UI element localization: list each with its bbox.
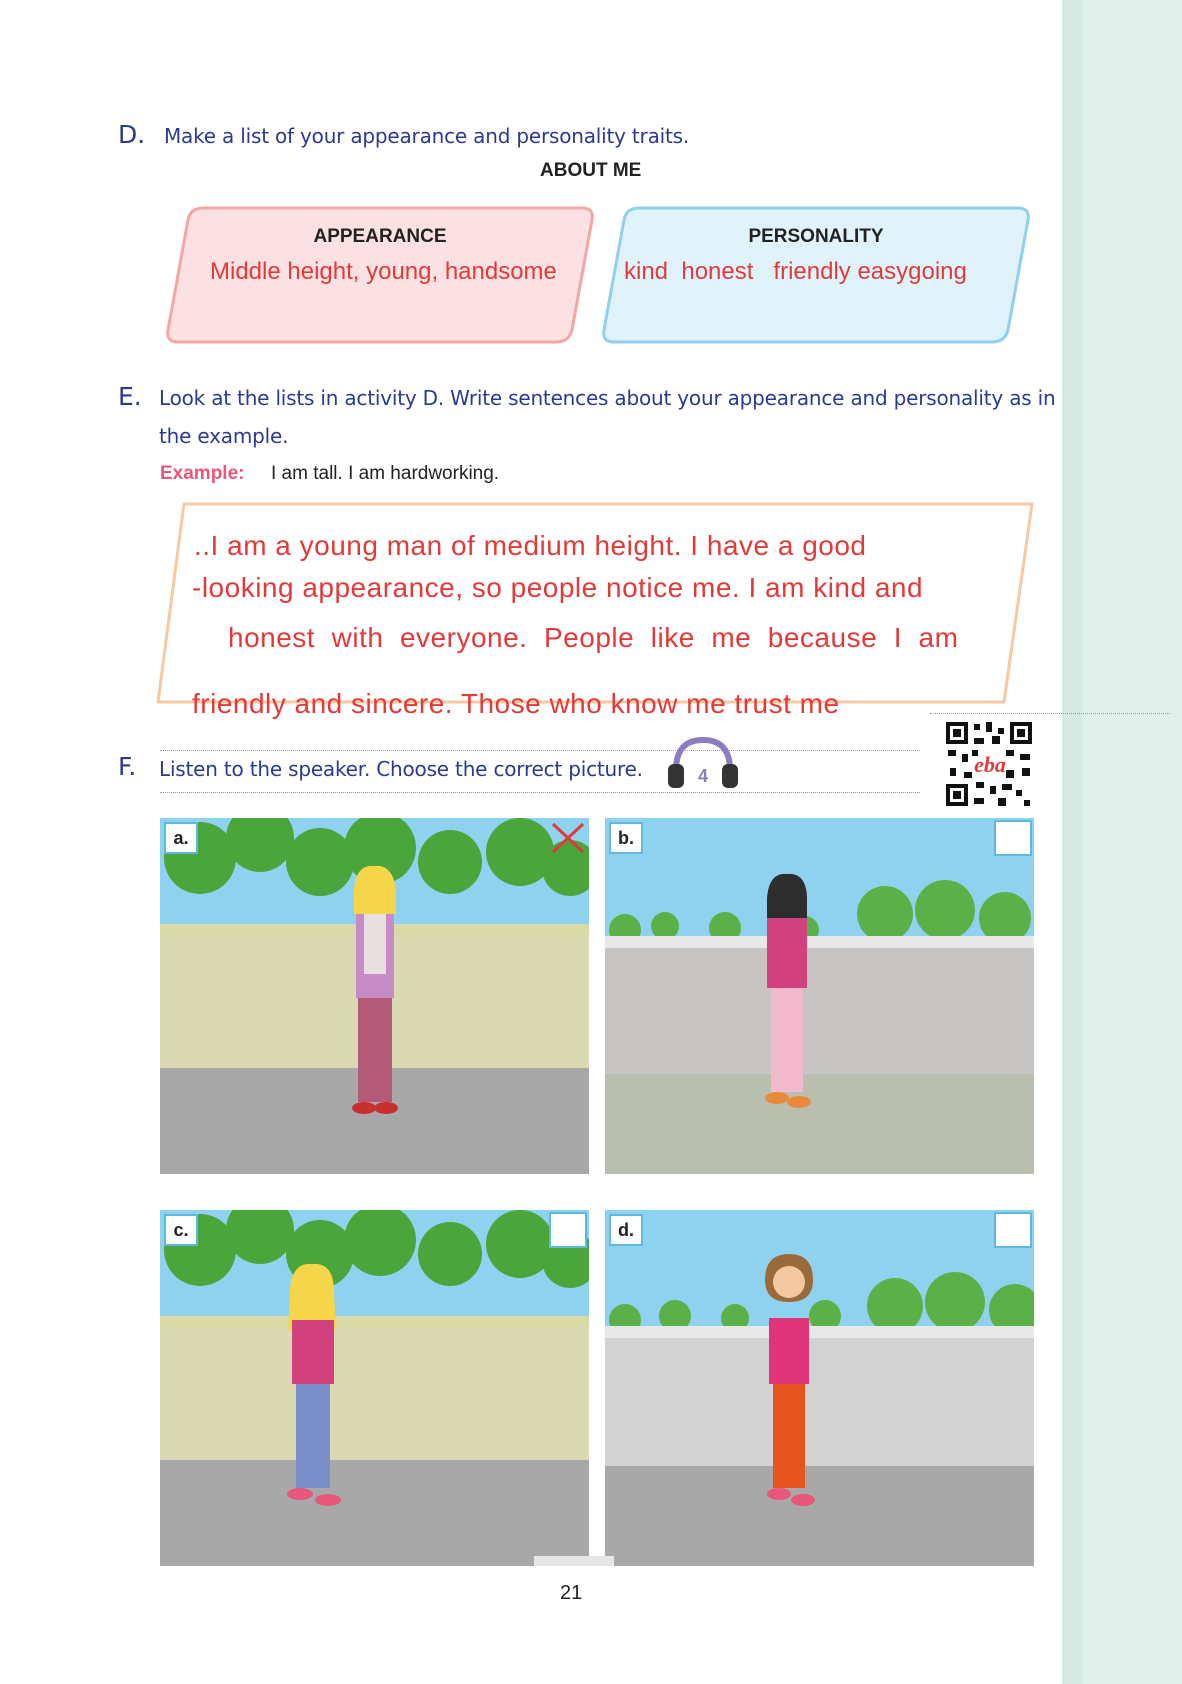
qr-code-icon[interactable]: [944, 720, 1034, 808]
picture-c[interactable]: [160, 1210, 589, 1566]
picture-b-label: b.: [609, 822, 643, 854]
appearance-box: [164, 204, 596, 346]
answer-line-2[interactable]: -looking appearance, so people notice me. I am kind and: [192, 572, 924, 603]
picture-a[interactable]: [160, 818, 589, 1174]
qr-logo-text: eba: [974, 752, 1006, 777]
answer-line-4[interactable]: friendly and sincere. Those who know me trust me: [192, 688, 840, 719]
page-side-strip: [1062, 0, 1182, 1684]
headphones-icon[interactable]: [666, 736, 740, 790]
section-e-letter: E.: [118, 382, 142, 411]
picture-d[interactable]: [605, 1210, 1034, 1566]
personality-value[interactable]: kind honest friendly easygoing: [624, 258, 967, 285]
section-d-letter: D.: [118, 120, 146, 149]
answer-line-3[interactable]: honest with everyone. People like me because I am: [228, 622, 959, 653]
picture-d-checkbox[interactable]: [994, 1212, 1032, 1248]
example-label: Example:: [160, 463, 245, 484]
appearance-value[interactable]: Middle height, young, handsome: [210, 258, 557, 285]
picture-b-checkbox[interactable]: [994, 820, 1032, 856]
track-number: 4: [697, 766, 709, 786]
section-e-instruction-line2: the example.: [159, 424, 289, 448]
dotted-rule-top: [160, 750, 920, 751]
section-d-instruction: Make a list of your appearance and personality traits.: [164, 124, 690, 148]
picture-c-checkbox[interactable]: [549, 1212, 587, 1248]
picture-a-checkbox[interactable]: [549, 820, 587, 856]
appearance-heading: APPEARANCE: [313, 226, 447, 247]
answer-line-1[interactable]: ..I am a young man of medium height. I have a good: [194, 530, 867, 561]
picture-b[interactable]: [605, 818, 1034, 1174]
picture-a-label: a.: [164, 822, 198, 854]
personality-heading: PERSONALITY: [748, 226, 884, 247]
picture-c-label: c.: [164, 1214, 198, 1246]
personality-box: [600, 204, 1032, 346]
section-f-instruction: Listen to the speaker. Choose the correct picture.: [159, 757, 643, 781]
dotted-rule-bottom: [160, 792, 920, 793]
section-f-letter: F.: [118, 752, 137, 781]
page-number: 21: [560, 1582, 583, 1604]
section-e-instruction-line1: Look at the lists in activity D. Write sentences about your appearance and personality as in: [159, 386, 1056, 410]
picture-d-label: d.: [609, 1214, 643, 1246]
girl-figure-a: [352, 866, 398, 1114]
about-me-title: ABOUT ME: [540, 160, 642, 181]
dotted-rule-side: [930, 713, 1170, 714]
decorative-bar: [534, 1556, 614, 1566]
example-text: I am tall. I am hardworking.: [271, 463, 500, 484]
